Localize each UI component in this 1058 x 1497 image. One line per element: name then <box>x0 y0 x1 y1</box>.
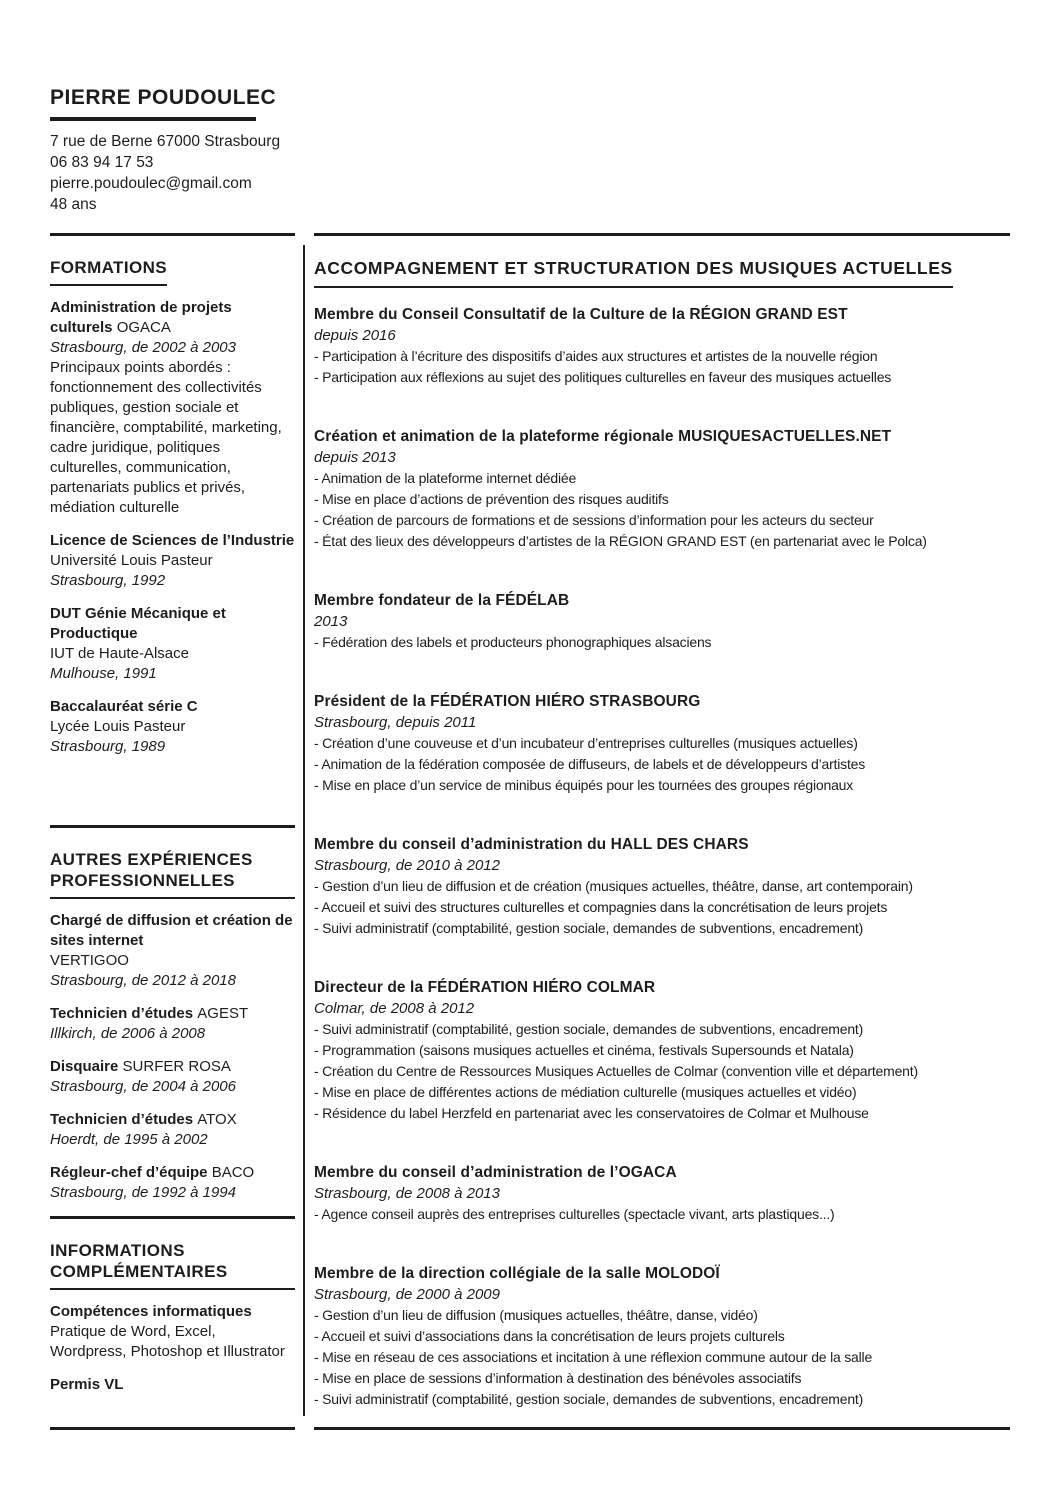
education-entry <box>50 531 295 591</box>
entry-title: Membre fondateur de la FÉDÉLAB <box>314 592 570 609</box>
entry-date: Strasbourg, de 2002 à 2003 <box>50 339 236 356</box>
experience-entry <box>50 1057 295 1097</box>
bullet-item: - Agence conseil auprès des entreprises culturelles (spectacle vivant, arts plastiques...) <box>314 1206 835 1222</box>
bullet-list <box>314 1019 1010 1124</box>
section-informations-complementaires <box>50 1216 295 1427</box>
experience-entry <box>50 911 295 991</box>
entry-title <box>50 1057 295 1077</box>
entry-title: Membre du Conseil Consultatif de la Culture de la RÉGION GRAND EST <box>314 306 848 323</box>
entry-title: Directeur de la FÉDÉRATION HIÉRO COLMAR <box>314 979 656 996</box>
experience-entry <box>50 1004 295 1044</box>
section-title-formations: FORMATIONS <box>50 257 167 286</box>
entry-date: Strasbourg, de 1992 à 1994 <box>50 1184 236 1201</box>
bullet-item: - Suivi administratif (comptabilité, gestion sociale, demandes de subventions, encadrement) <box>314 920 864 936</box>
bullet-item: - État des lieux des développeurs d’artistes de la RÉGION GRAND EST (en partenariat avec le Polca) <box>314 533 927 549</box>
contact-phone: 06 83 94 17 53 <box>50 154 154 171</box>
entry-date: Colmar, de 2008 à 2012 <box>314 1000 475 1017</box>
entry-title-text: Technicien d’études <box>50 1111 194 1128</box>
entry-date: depuis 2013 <box>314 449 396 466</box>
experience-entry <box>314 426 1010 552</box>
entry-organization: IUT de Haute-Alsace <box>50 645 189 662</box>
entry-title-text: Administration de projets culturels <box>50 299 232 336</box>
bullet-item: - Accueil et suivi d’associations dans la concrétisation de leurs projets culturels <box>314 1328 785 1344</box>
entry-title-text: Disquaire <box>50 1058 119 1075</box>
experience-entry <box>314 590 1010 653</box>
bullet-item: - Animation de la fédération composée de diffuseurs, de labels et de développeurs d’artistes <box>314 756 866 772</box>
entry-title: Chargé de diffusion et création de sites internet <box>50 912 293 949</box>
experience-entry <box>314 1263 1010 1410</box>
entry-title-text: Régleur-chef d’équipe <box>50 1164 208 1181</box>
left-column <box>50 233 295 1430</box>
entry-date: Illkirch, de 2006 à 2008 <box>50 1025 206 1042</box>
entry-organization: ATOX <box>197 1111 237 1128</box>
contact-age: 48 ans <box>50 196 97 213</box>
info-entry <box>50 1375 295 1395</box>
info-entry <box>50 1302 295 1362</box>
entry-date: Strasbourg, de 2012 à 2018 <box>50 972 236 989</box>
entry-organization: Université Louis Pasteur <box>50 552 213 569</box>
entry-date: Strasbourg, 1989 <box>50 738 166 755</box>
entry-title: Membre de la direction collégiale de la salle MOLODOÏ <box>314 1265 720 1282</box>
entry-organization: VERTIGOO <box>50 952 129 969</box>
experience-entry <box>314 834 1010 939</box>
entry-date: Hoerdt, de 1995 à 2002 <box>50 1131 208 1148</box>
bullet-item: - Création d’une couveuse et d’un incubateur d’entreprises culturelles (musiques actuelles) <box>314 735 858 751</box>
section-title-informations: INFORMATIONS COMPLÉMENTAIRES <box>50 1240 295 1290</box>
entry-description: Pratique de Word, Excel, Wordpress, Photoshop et Illustrator <box>50 1323 285 1360</box>
entry-date: Strasbourg, de 2000 à 2009 <box>314 1286 500 1303</box>
entry-title: Licence de Sciences de l’Industrie <box>50 532 295 549</box>
entry-organization: OGACA <box>116 319 171 336</box>
entry-title: Compétences informatiques <box>50 1303 252 1320</box>
entry-title <box>50 1110 295 1130</box>
entry-date: depuis 2016 <box>314 327 396 344</box>
bullet-list <box>314 346 1010 388</box>
bullet-list <box>314 733 1010 796</box>
name-underline <box>50 117 256 121</box>
entry-date: Strasbourg, 1992 <box>50 572 166 589</box>
entry-title: DUT Génie Mécanique et Productique <box>50 605 226 642</box>
education-entry <box>50 298 295 518</box>
entry-description: Principaux points abordés : fonctionnement des collectivités publiques, gestion sociale et financière, comptabilité, marketing, cadre juridique, politiques culturelles, communication, partenariats publics et privés, médiation culturelle <box>50 359 282 516</box>
bullet-item: - Mise en place d’un service de minibus équipés pour les tournées des groupes régionaux <box>314 777 854 793</box>
candidate-name: PIERRE POUDOULEC <box>50 86 277 109</box>
entry-date: Strasbourg, depuis 2011 <box>314 714 477 731</box>
bullet-item: - Programmation (saisons musiques actuelles et cinéma, festivals Supersounds et Natala) <box>314 1042 854 1058</box>
section-title-autres-experiences: AUTRES EXPÉRIENCES PROFESSIONNELLES <box>50 849 295 899</box>
entry-organization: Lycée Louis Pasteur <box>50 718 186 735</box>
entry-date: Strasbourg, de 2010 à 2012 <box>314 857 500 874</box>
bullet-list <box>314 876 1010 939</box>
bullet-item: - Suivi administratif (comptabilité, gestion sociale, demandes de subventions, encadrement) <box>314 1021 864 1037</box>
bullet-item: - Animation de la plateforme internet dédiée <box>314 470 577 486</box>
bullet-item: - Gestion d’un lieu de diffusion (musiques actuelles, théâtre, danse, vidéo) <box>314 1307 758 1323</box>
contact-block <box>50 131 1010 215</box>
experience-entry <box>50 1110 295 1150</box>
entry-title <box>50 1163 295 1183</box>
bullet-list <box>314 1204 1010 1225</box>
bullet-item: - Création du Centre de Ressources Musiques Actuelles de Colmar (convention ville et département) <box>314 1063 918 1079</box>
bullet-item: - Gestion d’un lieu de diffusion et de création (musiques actuelles, théâtre, danse, art contemporain) <box>314 878 913 894</box>
section-autres-experiences <box>50 825 295 1216</box>
entry-date: 2013 <box>314 613 348 630</box>
bullet-item: - Fédération des labels et producteurs phonographiques alsaciens <box>314 634 712 650</box>
entry-date: Strasbourg, de 2008 à 2013 <box>314 1185 500 1202</box>
bullet-item: - Mise en place de sessions d’information à destination des bénévoles associatifs <box>314 1370 802 1386</box>
experience-entry <box>314 304 1010 388</box>
entry-title: Création et animation de la plateforme régionale MUSIQUESACTUELLES.NET <box>314 428 892 445</box>
bullet-item: - Mise en place d’actions de prévention des risques auditifs <box>314 491 669 507</box>
entry-title: Permis VL <box>50 1376 124 1393</box>
education-entry <box>50 697 295 757</box>
entry-title-text: Technicien d’études <box>50 1005 194 1022</box>
experience-entry <box>314 1162 1010 1225</box>
column-divider <box>303 245 305 1416</box>
bullet-item: - Accueil et suivi des structures culturelles et compagnies dans la concrétisation de leurs projets <box>314 899 888 915</box>
experience-entry <box>314 977 1010 1124</box>
bullet-list <box>314 1305 1010 1410</box>
entry-title: Membre du conseil d’administration du HALL DES CHARS <box>314 836 749 853</box>
entry-date: Mulhouse, 1991 <box>50 665 157 682</box>
bullet-list <box>314 468 1010 552</box>
bullet-item: - Mise en place de différentes actions de médiation culturelle (musiques actuelles et vidéo) <box>314 1084 857 1100</box>
entry-title: Baccalauréat série C <box>50 698 198 715</box>
entry-date: Strasbourg, de 2004 à 2006 <box>50 1078 236 1095</box>
experience-entry <box>314 691 1010 796</box>
contact-email: pierre.poudoulec@gmail.com <box>50 175 252 192</box>
bullet-item: - Résidence du label Herzfeld en partenariat avec les conservatoires de Colmar et Mulhouse <box>314 1105 869 1121</box>
columns <box>50 233 1010 1430</box>
experience-entry <box>50 1163 295 1203</box>
entry-title: Président de la FÉDÉRATION HIÉRO STRASBOURG <box>314 693 701 710</box>
right-column <box>314 233 1010 1430</box>
entry-organization: AGEST <box>197 1005 249 1022</box>
bullet-item: - Création de parcours de formations et de sessions d’information pour les acteurs du secteur <box>314 512 874 528</box>
bullet-item: - Participation à l’écriture des dispositifs d’aides aux structures et artistes de la nouvelle région <box>314 348 878 364</box>
entry-organization: BACO <box>211 1164 255 1181</box>
section-formations <box>50 236 295 825</box>
entry-title <box>50 1004 295 1024</box>
entry-title <box>50 298 295 338</box>
main-section-title: ACCOMPAGNEMENT ET STRUCTURATION DES MUSIQUES ACTUELLES <box>314 257 953 288</box>
bullet-item: - Mise en réseau de ces associations et incitation à une réflexion commune autour de la salle <box>314 1349 873 1365</box>
contact-address: 7 rue de Berne 67000 Strasbourg <box>50 133 281 150</box>
bullet-item: - Suivi administratif (comptabilité, gestion sociale, demandes de subventions, encadrement) <box>314 1391 864 1407</box>
entry-organization: SURFER ROSA <box>122 1058 231 1075</box>
education-entry <box>50 604 295 684</box>
bullet-list <box>314 632 1010 653</box>
entry-title: Membre du conseil d’administration de l’OGACA <box>314 1164 677 1181</box>
bullet-item: - Participation aux réflexions au sujet des politiques culturelles en faveur des musiques actuelles <box>314 369 892 385</box>
header <box>50 86 1010 215</box>
